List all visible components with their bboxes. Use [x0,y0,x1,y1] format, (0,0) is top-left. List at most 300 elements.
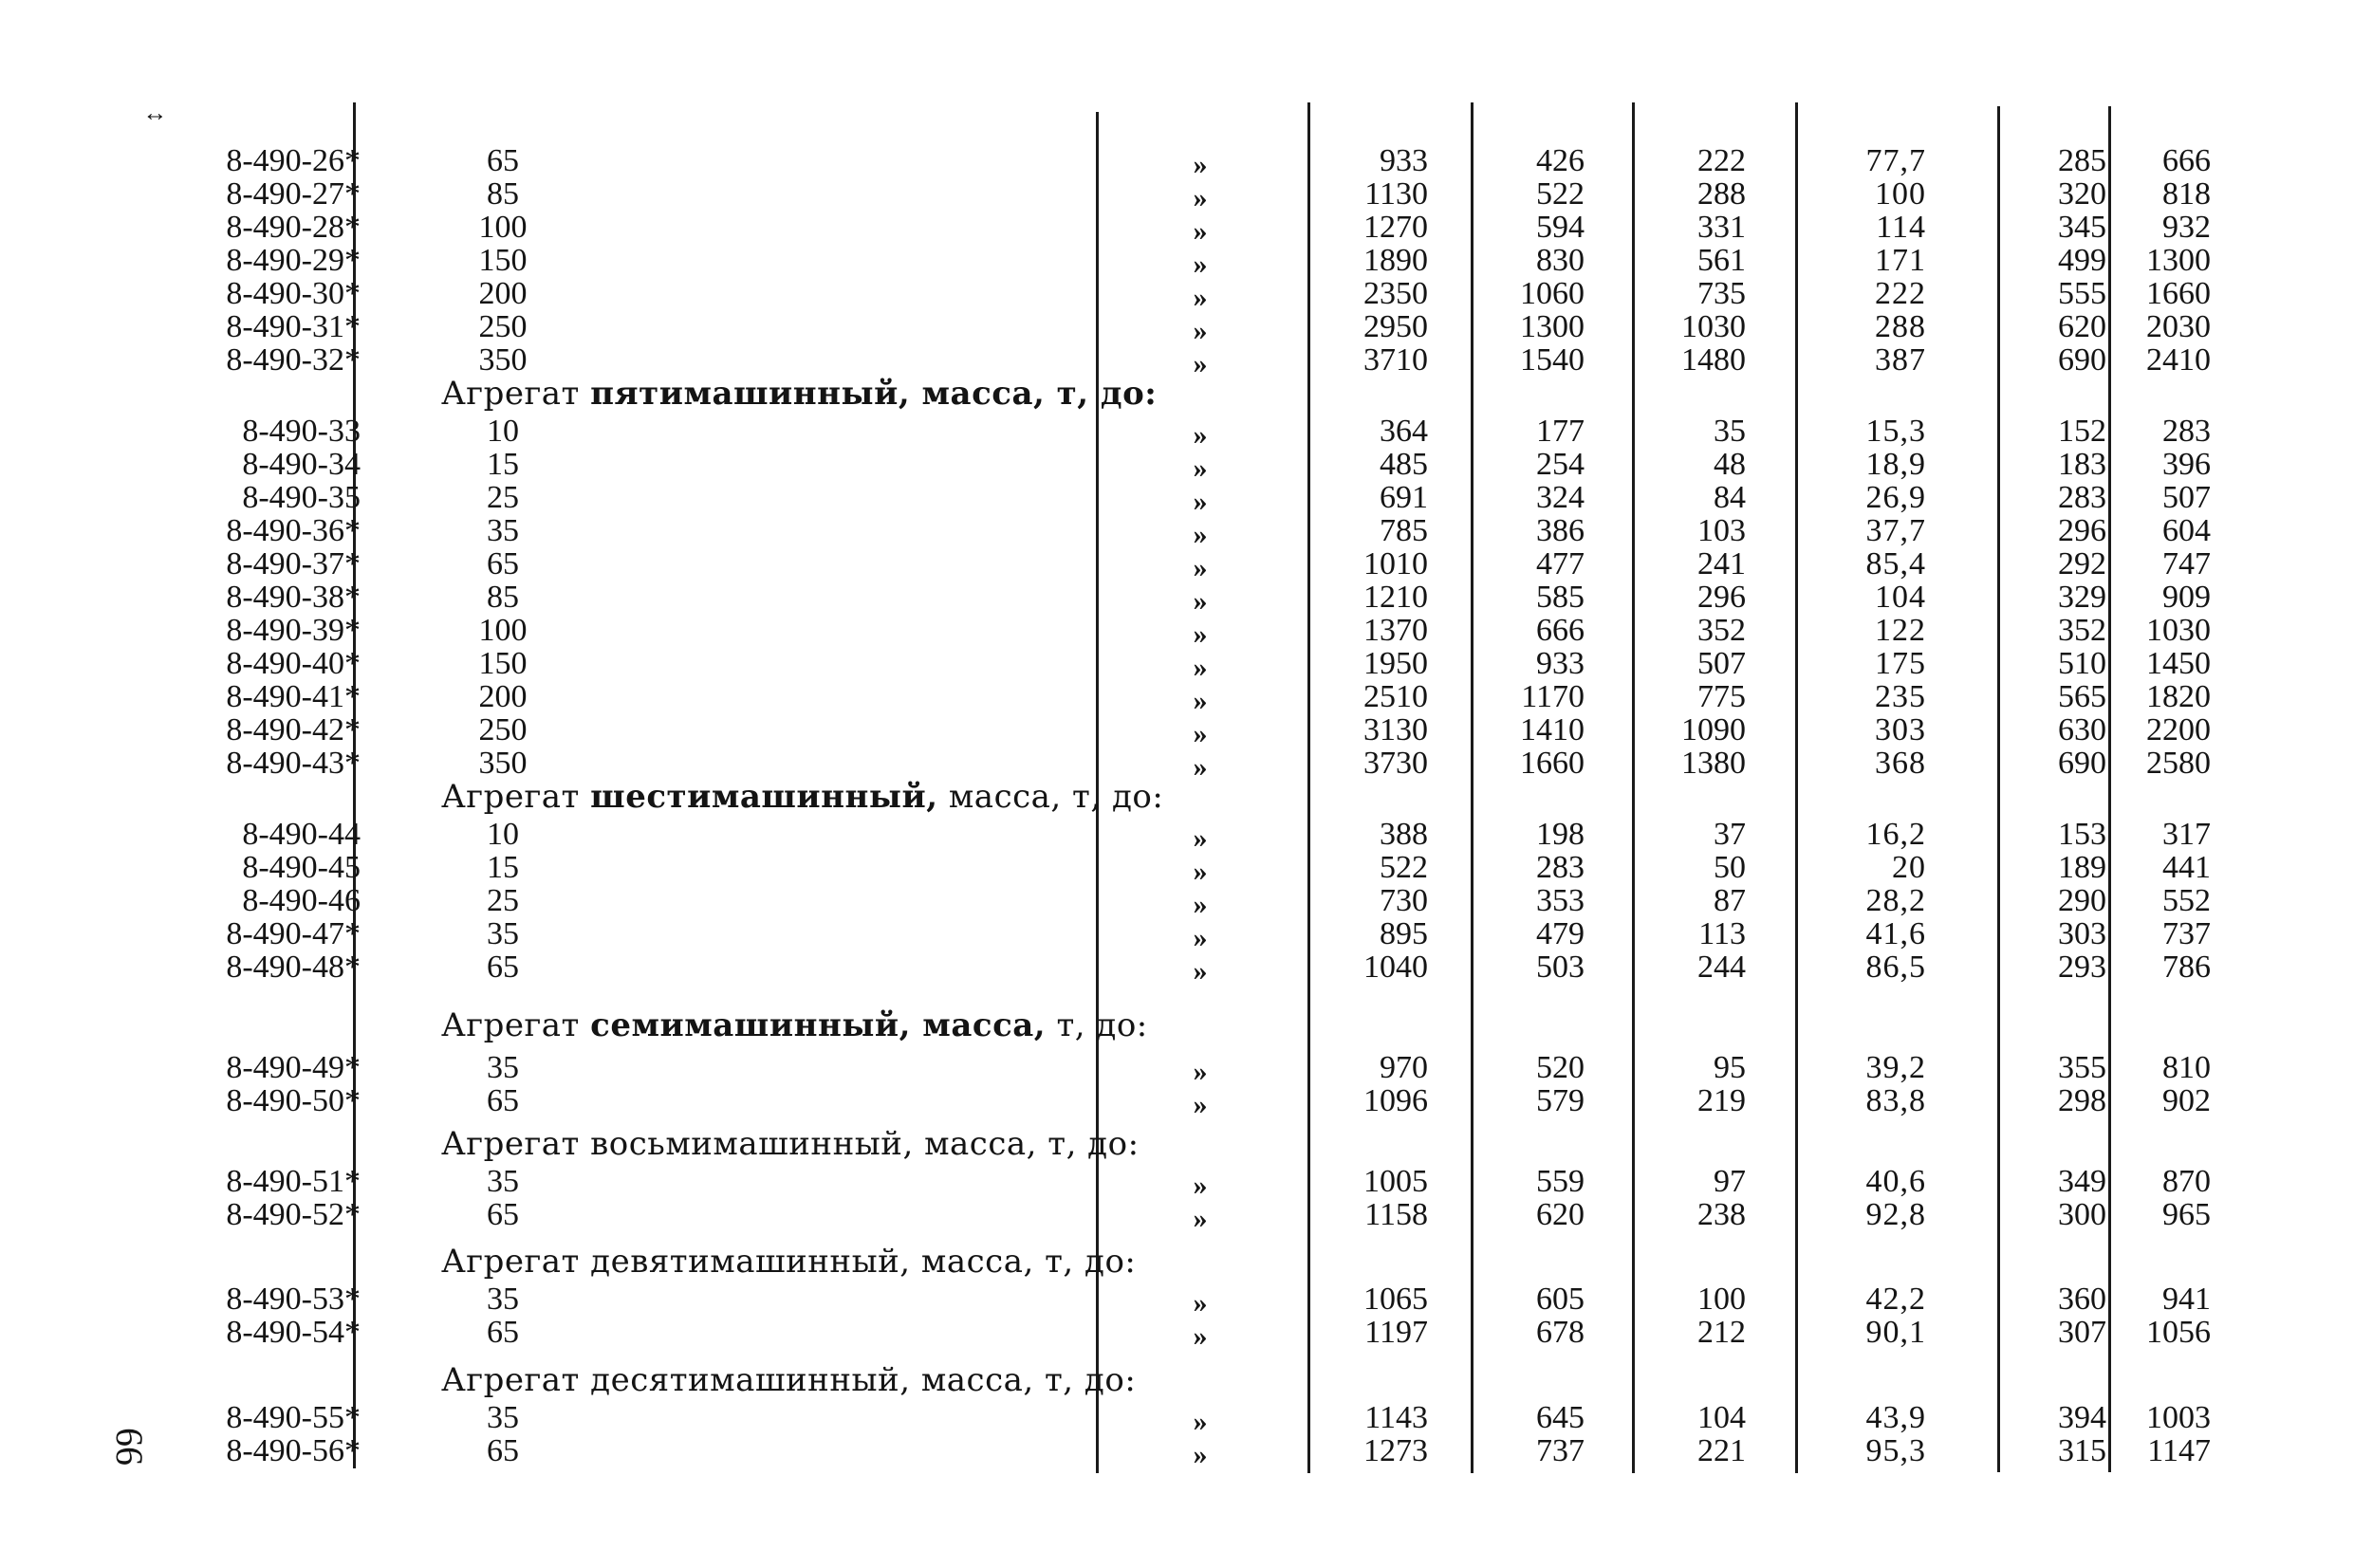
row-mass: 10 [487,414,519,449]
corner-mark: ↕ [142,110,171,123]
row-value: 965 [2162,1197,2211,1232]
ditto-mark: » [1193,822,1208,854]
heading-bold-text: пятимашинный, масса, т, до: [590,375,1158,413]
ditto-mark: » [1193,486,1208,517]
row-mass: 85 [487,176,519,212]
row-value: 368 [1875,746,1926,781]
row-value: 35 [1714,414,1746,449]
row-value: 645 [1536,1400,1585,1435]
row-value: 1300 [1520,309,1585,344]
row-code: 8-490-38* [226,580,361,615]
heading-text: Агрегат девятимашинный, масса, т, до: [441,1243,1137,1281]
row-code: 8-490-40* [226,646,361,681]
row-value: 317 [2162,817,2211,852]
row-value: 296 [1697,580,1746,615]
row-value: 235 [1875,679,1926,714]
row-mass: 250 [478,712,528,747]
row-value: 2350 [1363,276,1428,311]
row-value: 3130 [1363,712,1428,747]
row-value: 104 [1875,580,1926,615]
row-mass: 35 [487,513,519,548]
ditto-mark: » [1193,1287,1208,1319]
row-value: 320 [2058,176,2106,212]
row-value: 1370 [1363,613,1428,648]
row-value: 2950 [1363,309,1428,344]
row-code: 8-490-51* [226,1164,361,1199]
row-mass: 25 [487,883,519,918]
row-value: 307 [2058,1315,2106,1350]
page-number: 66 [108,1428,151,1466]
row-value: 690 [2058,746,2106,781]
ditto-mark: » [1193,922,1208,953]
row-value: 747 [2162,546,2211,581]
ditto-mark: » [1193,718,1208,749]
row-value: 818 [2162,176,2211,212]
row-value: 77,7 [1865,143,1926,178]
row-value: 83,8 [1865,1083,1926,1118]
row-mass: 35 [487,1400,519,1435]
heading-text: Агрегат восьмимашинный, масса, т, до: [441,1125,1140,1163]
row-value: 26,9 [1865,480,1926,515]
heading-text: т, до: [1046,1006,1148,1044]
row-value: 113 [1698,916,1746,951]
row-mass: 65 [487,1433,519,1468]
row-value: 785 [1380,513,1428,548]
heading-text: масса, т, до: [937,778,1164,816]
row-value: 15,3 [1865,414,1926,449]
row-value: 2580 [2146,746,2211,781]
row-value: 48 [1714,447,1746,482]
row-value: 244 [1697,950,1746,985]
row-value: 1030 [2146,613,2211,648]
row-value: 90,1 [1865,1315,1926,1350]
row-mass: 65 [487,1315,519,1350]
heading-bold-text: семимашинный, масса, [590,1006,1047,1044]
row-value: 678 [1536,1315,1585,1350]
row-value: 352 [2058,613,2106,648]
row-value: 114 [1876,210,1926,245]
row-mass: 100 [478,613,528,648]
row-mass: 15 [487,850,519,885]
row-value: 85,4 [1865,546,1926,581]
ditto-mark: » [1193,1056,1208,1087]
row-value: 786 [2162,950,2211,985]
row-value: 909 [2162,580,2211,615]
row-value: 285 [2058,143,2106,178]
row-value: 50 [1714,850,1746,885]
column-rule [1997,106,2000,1472]
row-code: 8-490-31* [226,309,361,344]
row-value: 895 [1380,916,1428,951]
row-value: 298 [2058,1083,2106,1118]
ditto-mark: » [1193,618,1208,650]
heading-text: Агрегат [441,778,591,816]
row-value: 349 [2058,1164,2106,1199]
row-mass: 65 [487,143,519,178]
column-rule [2108,106,2111,1472]
ditto-mark: » [1193,1320,1208,1352]
row-value: 292 [2058,546,2106,581]
row-value: 18,9 [1865,447,1926,482]
row-value: 388 [1380,817,1428,852]
row-value: 552 [2162,883,2211,918]
row-value: 1158 [1364,1197,1428,1232]
row-value: 315 [2058,1433,2106,1468]
row-value: 870 [2162,1164,2211,1199]
row-mass: 35 [487,1282,519,1317]
row-value: 970 [1380,1050,1428,1085]
row-value: 198 [1536,817,1585,852]
row-value: 604 [2162,513,2211,548]
ditto-mark: » [1193,1203,1208,1234]
row-code: 8-490-30* [226,276,361,311]
row-code: 8-490-42* [226,712,361,747]
row-value: 520 [1536,1050,1585,1085]
row-value: 585 [1536,580,1585,615]
row-value: 691 [1380,480,1428,515]
heading-text: Агрегат [441,1006,591,1044]
row-value: 352 [1697,613,1746,648]
row-mass: 65 [487,1083,519,1118]
row-value: 396 [2162,447,2211,482]
row-code: 8-490-45 [242,850,361,885]
row-code: 8-490-26* [226,143,361,178]
row-value: 941 [2162,1282,2211,1317]
ditto-mark: » [1193,519,1208,550]
row-mass: 150 [478,243,528,278]
row-value: 522 [1536,176,1585,212]
ditto-mark: » [1193,1439,1208,1470]
row-value: 1210 [1363,580,1428,615]
row-value: 283 [2162,414,2211,449]
row-value: 293 [2058,950,2106,985]
row-value: 1040 [1363,950,1428,985]
ditto-mark: » [1193,585,1208,617]
row-value: 1010 [1363,546,1428,581]
row-value: 499 [2058,243,2106,278]
row-value: 2410 [2146,342,2211,378]
row-code: 8-490-32* [226,342,361,378]
row-mass: 35 [487,1050,519,1085]
row-value: 394 [2058,1400,2106,1435]
row-value: 690 [2058,342,2106,378]
ditto-mark: » [1193,552,1208,583]
row-value: 441 [2162,850,2211,885]
row-value: 331 [1697,210,1746,245]
row-value: 479 [1536,916,1585,951]
ditto-mark: » [1193,315,1208,346]
row-code: 8-490-41* [226,679,361,714]
row-value: 175 [1875,646,1926,681]
ditto-mark: » [1193,182,1208,213]
row-mass: 65 [487,950,519,985]
row-mass: 10 [487,817,519,852]
row-value: 933 [1536,646,1585,681]
row-value: 353 [1536,883,1585,918]
row-value: 620 [1536,1197,1585,1232]
row-value: 902 [2162,1083,2211,1118]
row-value: 1096 [1363,1083,1428,1118]
row-value: 364 [1380,414,1428,449]
row-value: 932 [2162,210,2211,245]
section-heading [441,1245,1136,1279]
row-value: 177 [1536,414,1585,449]
row-mass: 150 [478,646,528,681]
column-rule [1795,102,1798,1473]
row-value: 329 [2058,580,2106,615]
row-value: 1820 [2146,679,2211,714]
row-value: 100 [1875,176,1926,212]
row-value: 507 [2162,480,2211,515]
row-value: 1197 [1364,1315,1428,1350]
row-value: 37 [1714,817,1746,852]
row-code: 8-490-50* [226,1083,361,1118]
row-value: 283 [1536,850,1585,885]
row-mass: 200 [478,276,528,311]
row-value: 735 [1697,276,1746,311]
row-value: 775 [1697,679,1746,714]
row-value: 42,2 [1865,1282,1926,1317]
row-value: 153 [2058,817,2106,852]
row-value: 579 [1536,1083,1585,1118]
ditto-mark: » [1193,1406,1208,1437]
row-value: 1950 [1363,646,1428,681]
section-heading [441,1363,1136,1397]
row-value: 40,6 [1865,1164,1926,1199]
ditto-mark: » [1193,452,1208,484]
row-value: 1300 [2146,243,2211,278]
row-mass: 65 [487,1197,519,1232]
row-value: 1270 [1363,210,1428,245]
row-value: 171 [1875,243,1926,278]
ditto-mark: » [1193,1170,1208,1201]
row-value: 219 [1697,1083,1746,1118]
row-value: 3710 [1363,342,1428,378]
row-value: 3730 [1363,746,1428,781]
section-heading [441,1127,1140,1161]
row-value: 1660 [2146,276,2211,311]
row-code: 8-490-44 [242,817,361,852]
ditto-mark: » [1193,348,1208,379]
row-code: 8-490-47* [226,916,361,951]
row-value: 477 [1536,546,1585,581]
row-code: 8-490-43* [226,746,361,781]
ditto-mark: » [1193,685,1208,716]
row-value: 630 [2058,712,2106,747]
row-value: 241 [1697,546,1746,581]
row-value: 503 [1536,950,1585,985]
row-value: 355 [2058,1050,2106,1085]
ditto-mark: » [1193,282,1208,313]
row-value: 485 [1380,447,1428,482]
ditto-mark: » [1193,955,1208,987]
row-value: 1030 [1681,309,1746,344]
row-value: 559 [1536,1164,1585,1199]
heading-text: Агрегат [441,375,591,413]
row-value: 254 [1536,447,1585,482]
row-value: 288 [1875,309,1926,344]
row-value: 510 [2058,646,2106,681]
row-value: 290 [2058,883,2106,918]
section-heading [441,1008,1148,1042]
row-value: 103 [1697,513,1746,548]
ditto-mark: » [1193,751,1208,783]
row-value: 324 [1536,480,1585,515]
row-value: 300 [2058,1197,2106,1232]
row-value: 288 [1697,176,1746,212]
row-value: 1410 [1520,712,1585,747]
row-code: 8-490-48* [226,950,361,985]
row-value: 620 [2058,309,2106,344]
row-value: 221 [1697,1433,1746,1468]
row-value: 212 [1697,1315,1746,1350]
row-value: 1380 [1681,746,1746,781]
row-value: 84 [1714,480,1746,515]
row-value: 737 [1536,1433,1585,1468]
row-value: 86,5 [1865,950,1926,985]
row-value: 296 [2058,513,2106,548]
row-mass: 65 [487,546,519,581]
row-value: 1890 [1363,243,1428,278]
row-value: 16,2 [1865,817,1926,852]
row-value: 222 [1697,143,1746,178]
row-value: 92,8 [1865,1197,1926,1232]
row-value: 43,9 [1865,1400,1926,1435]
row-value: 100 [1697,1282,1746,1317]
row-value: 104 [1697,1400,1746,1435]
section-heading [441,780,1163,814]
row-mass: 15 [487,447,519,482]
row-code: 8-490-55* [226,1400,361,1435]
ditto-mark: » [1193,215,1208,247]
row-mass: 25 [487,480,519,515]
row-value: 2030 [2146,309,2211,344]
row-value: 28,2 [1865,883,1926,918]
ditto-mark: » [1193,889,1208,920]
row-value: 507 [1697,646,1746,681]
row-value: 386 [1536,513,1585,548]
row-value: 1056 [2146,1315,2211,1350]
ditto-mark: » [1193,149,1208,180]
row-value: 1090 [1681,712,1746,747]
row-value: 1005 [1363,1164,1428,1199]
row-code: 8-490-29* [226,243,361,278]
row-code: 8-490-37* [226,546,361,581]
row-value: 666 [1536,613,1585,648]
row-value: 20 [1892,850,1926,885]
row-value: 1480 [1681,342,1746,378]
row-mass: 350 [478,342,528,378]
row-value: 222 [1875,276,1926,311]
row-value: 1273 [1363,1433,1428,1468]
row-mass: 250 [478,309,528,344]
row-value: 283 [2058,480,2106,515]
row-value: 565 [2058,679,2106,714]
row-value: 1660 [1520,746,1585,781]
row-code: 8-490-52* [226,1197,361,1232]
row-mass: 85 [487,580,519,615]
row-mass: 200 [478,679,528,714]
row-value: 1450 [2146,646,2211,681]
row-value: 605 [1536,1282,1585,1317]
row-code: 8-490-27* [226,176,361,212]
row-value: 810 [2162,1050,2211,1085]
row-value: 830 [1536,243,1585,278]
row-value: 303 [1875,712,1926,747]
row-value: 345 [2058,210,2106,245]
row-value: 152 [2058,414,2106,449]
row-value: 95 [1714,1050,1746,1085]
row-value: 933 [1380,143,1428,178]
row-value: 87 [1714,883,1746,918]
row-value: 1060 [1520,276,1585,311]
row-value: 97 [1714,1164,1746,1199]
row-code: 8-490-56* [226,1433,361,1468]
row-value: 41,6 [1865,916,1926,951]
row-mass: 350 [478,746,528,781]
ditto-mark: » [1193,856,1208,887]
row-value: 122 [1875,613,1926,648]
ditto-mark: » [1193,419,1208,451]
row-value: 555 [2058,276,2106,311]
row-value: 426 [1536,143,1585,178]
row-code: 8-490-33 [242,414,361,449]
row-value: 522 [1380,850,1428,885]
row-value: 1130 [1364,176,1428,212]
row-value: 189 [2058,850,2106,885]
row-value: 737 [2162,916,2211,951]
row-code: 8-490-54* [226,1315,361,1350]
row-value: 37,7 [1865,513,1926,548]
row-value: 730 [1380,883,1428,918]
row-value: 1003 [2146,1400,2211,1435]
row-value: 594 [1536,210,1585,245]
ditto-mark: » [1193,1089,1208,1120]
row-value: 387 [1875,342,1926,378]
row-value: 1147 [2147,1433,2211,1468]
ditto-mark: » [1193,249,1208,280]
heading-text: Агрегат десятимашинный, масса, т, до: [441,1361,1137,1399]
row-code: 8-490-28* [226,210,361,245]
row-mass: 35 [487,1164,519,1199]
row-value: 39,2 [1865,1050,1926,1085]
row-value: 1065 [1363,1282,1428,1317]
row-value: 1143 [1364,1400,1428,1435]
row-value: 183 [2058,447,2106,482]
section-heading [441,377,1157,411]
ditto-mark: » [1193,652,1208,683]
heading-bold-text: шестимашинный, [590,778,938,816]
row-code: 8-490-35 [242,480,361,515]
row-value: 95,3 [1865,1433,1926,1468]
row-value: 2200 [2146,712,2211,747]
row-value: 1540 [1520,342,1585,378]
row-code: 8-490-39* [226,613,361,648]
row-code: 8-490-46 [242,883,361,918]
row-value: 561 [1697,243,1746,278]
row-value: 238 [1697,1197,1746,1232]
row-value: 1170 [1521,679,1585,714]
row-code: 8-490-53* [226,1282,361,1317]
row-value: 666 [2162,143,2211,178]
row-code: 8-490-34 [242,447,361,482]
row-mass: 35 [487,916,519,951]
row-value: 360 [2058,1282,2106,1317]
row-code: 8-490-49* [226,1050,361,1085]
row-value: 303 [2058,916,2106,951]
row-code: 8-490-36* [226,513,361,548]
row-value: 2510 [1363,679,1428,714]
